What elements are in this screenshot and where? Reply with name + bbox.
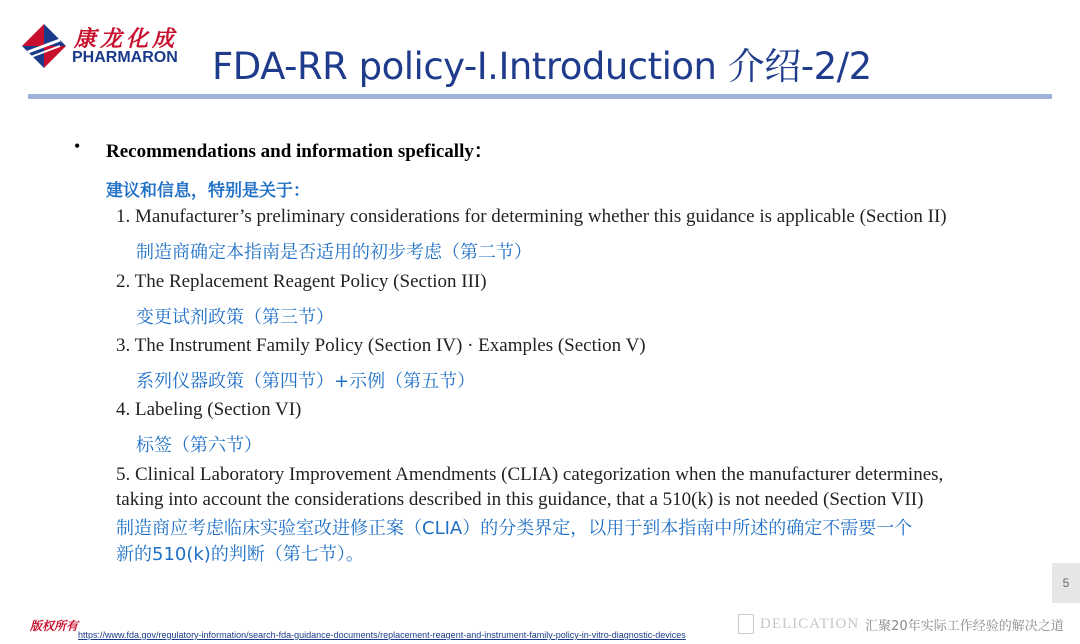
logo-chinese-name: 康龙化成 <box>74 27 179 52</box>
list-item-5-cn-line2: 新的510(k)的判断（第七节）。 <box>116 544 364 565</box>
list-item-2-cn: 变更试剂政策（第三节） <box>136 307 334 328</box>
source-url-link[interactable]: https://www.fda.gov/regulatory-information/search-fda-guidance-documents/replacement-reagent-and-instrument-family-policy-in-vitro-diagnostic-devices <box>78 630 686 640</box>
list-item-3-cn: 系列仪器政策（第四节）+示例（第五节） <box>136 371 476 392</box>
list-item-1-en: 1. Manufacturer’s preliminary considerations for determining whether this guidance is applicable (Section II) <box>116 206 947 227</box>
list-item-5-en-line1: 5. Clinical Laboratory Improvement Amendments (CLIA) categorization when the manufacturer determines, <box>116 464 944 485</box>
list-item-5-cn-line1: 制造商应考虑临床实验室改进修正案（CLIA）的分类界定，以用于到本指南中所述的确定不需要一个 <box>116 518 913 539</box>
list-item-4-en: 4. Labeling (Section VI) <box>116 399 302 420</box>
logo-english-name: PHARMARON <box>72 49 178 66</box>
watermark-book-icon <box>738 614 754 634</box>
company-logo <box>22 22 182 72</box>
list-item-4-cn: 标签（第六节） <box>136 435 262 456</box>
copyright-label: 版权所有 <box>30 619 79 633</box>
list-item-3-en: 3. The Instrument Family Policy (Section IV) · Examples (Section V) <box>116 335 646 356</box>
bullet-icon: • <box>74 136 81 156</box>
section-heading: Recommendations and information spefically： <box>106 141 493 162</box>
pharmaron-logo-icon <box>22 24 66 68</box>
slide-title: FDA-RR policy-I.Introduction 介绍-2/2 <box>212 45 872 88</box>
list-item-1-cn: 制造商确定本指南是否适用的初步考虑（第二节） <box>136 242 532 263</box>
list-item-5-en-line2: taking into account the considerations described in this guidance, that a 510(k) is not needed (Section VII) <box>116 489 924 510</box>
watermark <box>738 610 1072 638</box>
watermark-brand: DELICATION <box>760 615 860 632</box>
page-number: 5 <box>1052 563 1080 603</box>
watermark-text: 汇聚20年实际工作经验的解决之道 <box>865 618 1064 634</box>
list-item-2-en: 2. The Replacement Reagent Policy (Section III) <box>116 271 487 292</box>
section-heading-cn: 建议和信息，特别是关于： <box>106 181 310 201</box>
title-divider <box>28 94 1052 99</box>
